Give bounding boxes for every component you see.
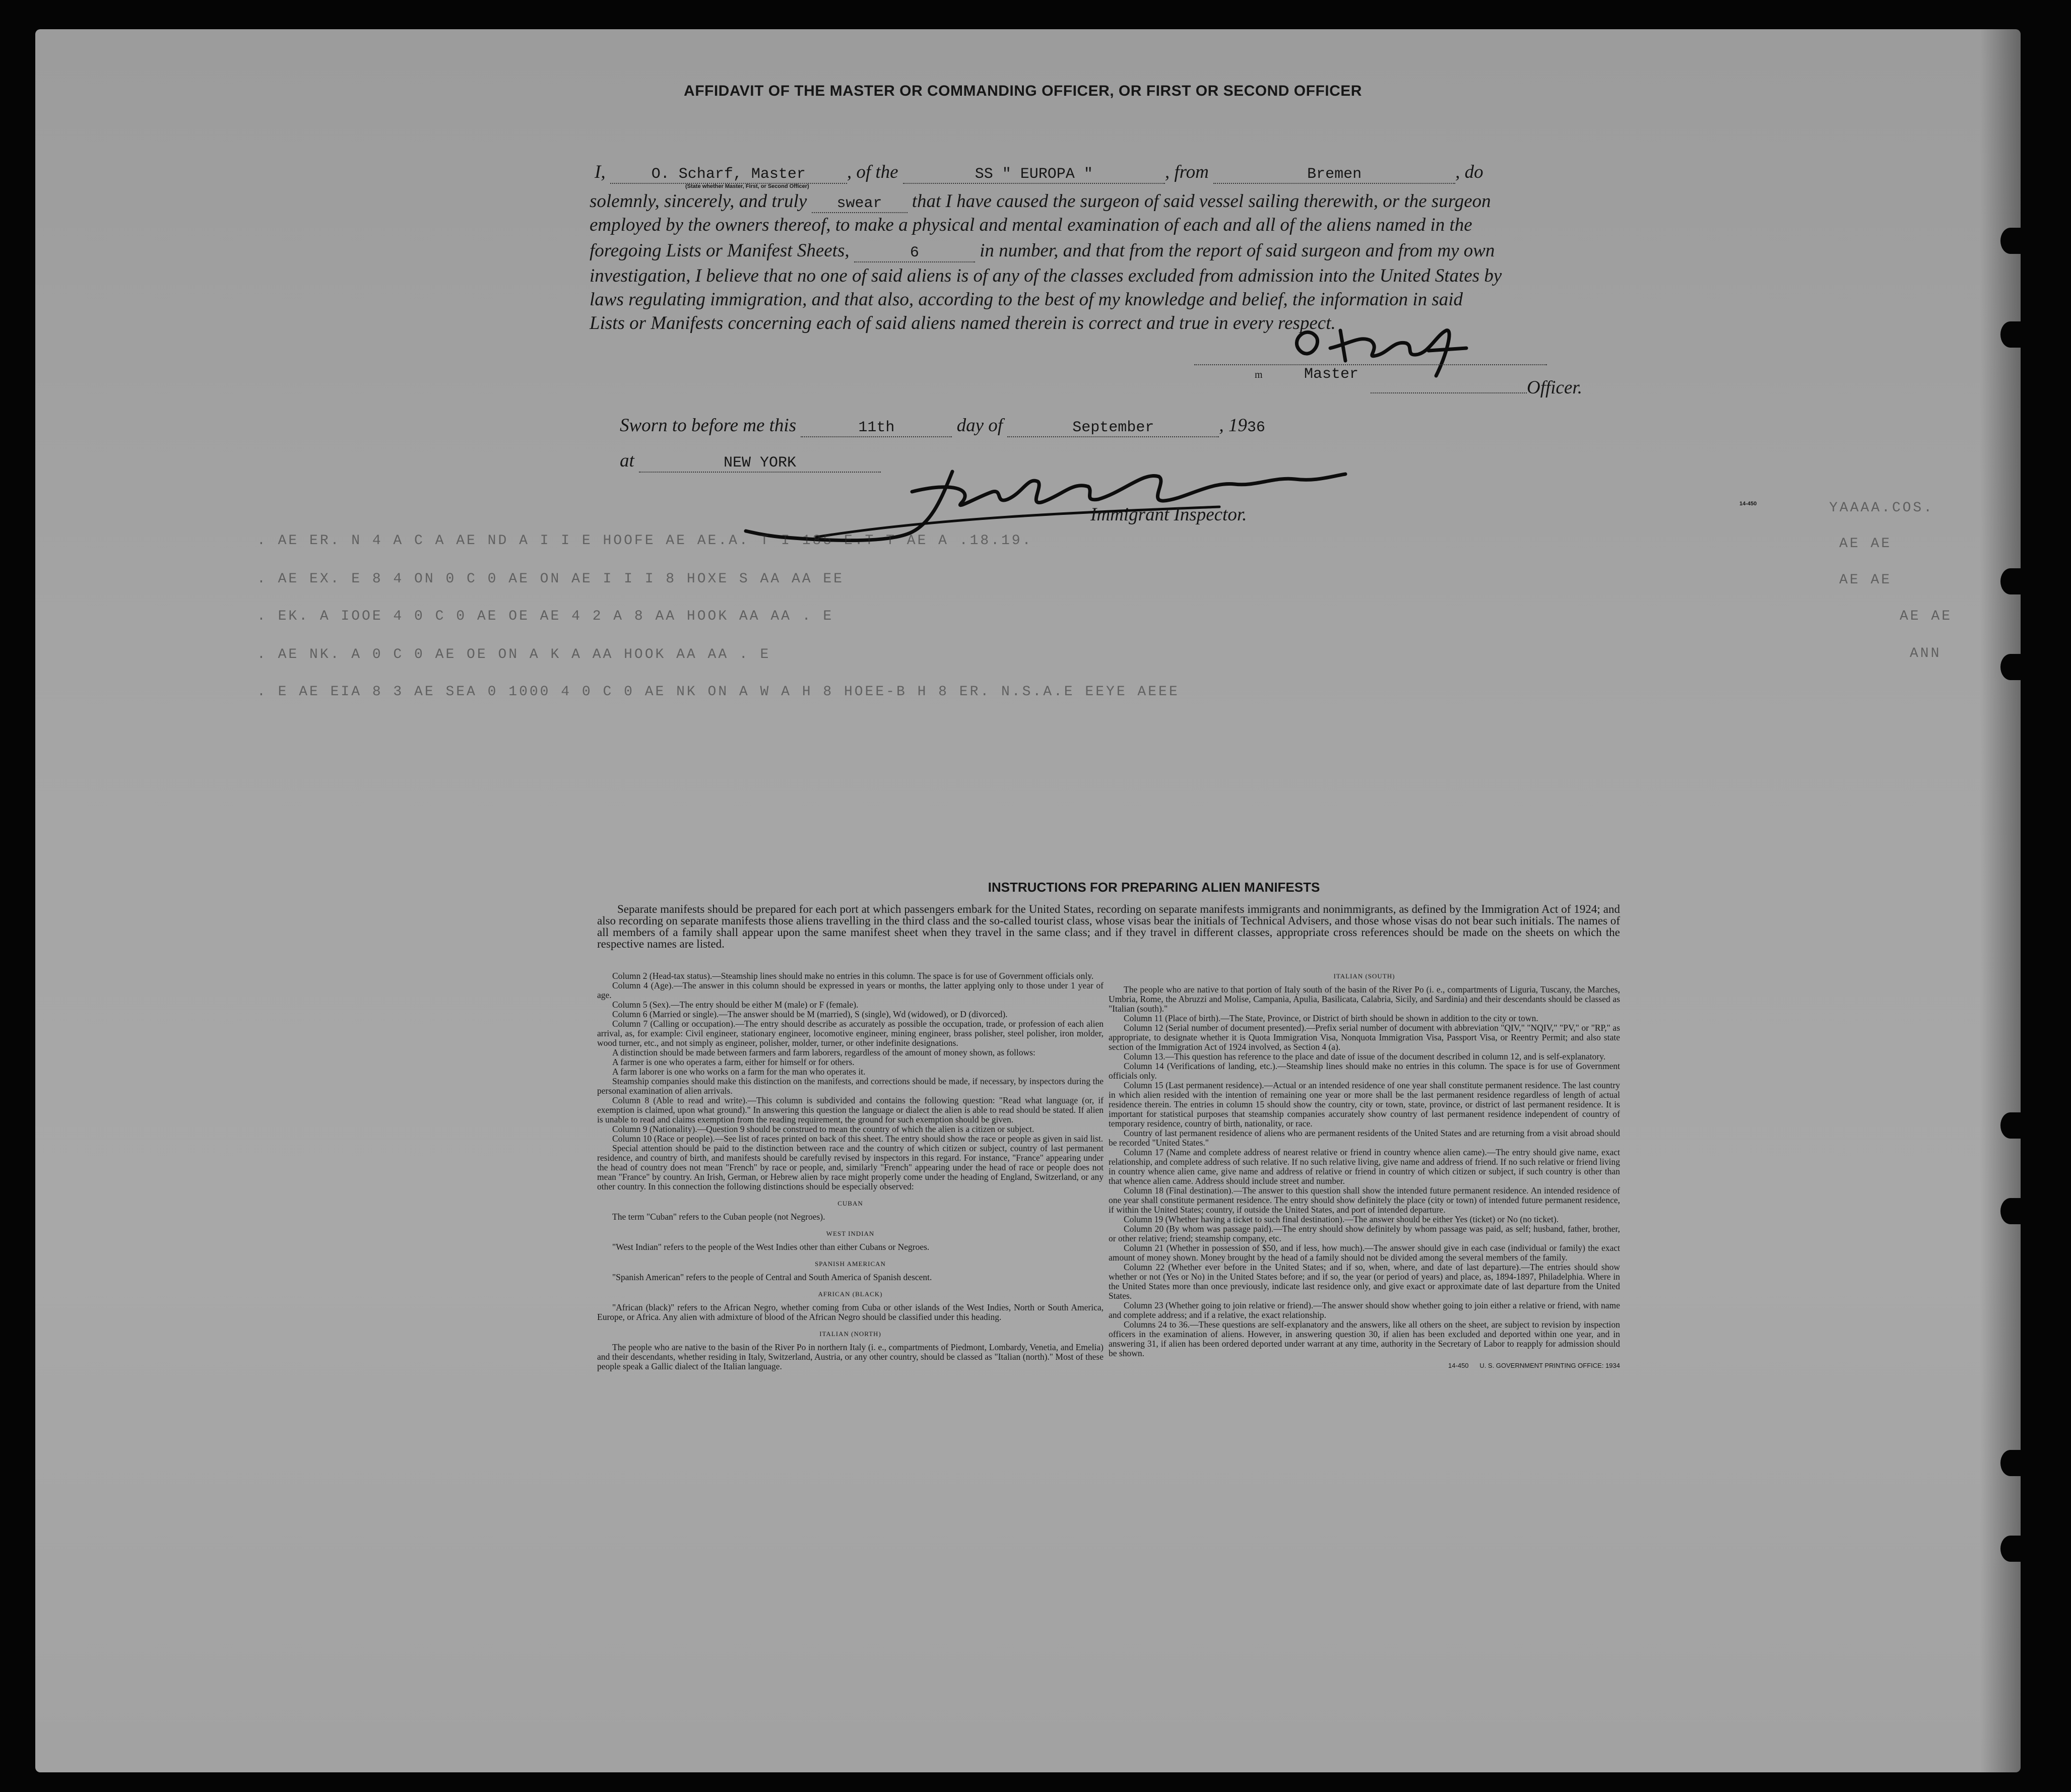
- ghost-row-2: . AE EX. E 8 4 ON 0 C 0 AE ON AE I I I 8 HOXE S AA AA EE: [257, 571, 844, 587]
- instructions-left-column: [597, 971, 1104, 1371]
- spanish-american-heading: SPANISH AMERICAN: [815, 1260, 886, 1268]
- ghost-right-5: ANN: [1910, 646, 1941, 661]
- italian-north-heading: ITALIAN (NORTH): [819, 1330, 881, 1338]
- instr-right-p12: Column 21 (Whether in possession of $50, and if less, how much).—The answer should give in each case (individual or family) the exact amount of money shown. Money brought by the head of a family should not be divided among the several members of the family.: [1109, 1243, 1620, 1263]
- footer-printer: U. S. GOVERNMENT PRINTING OFFICE: 1934: [1479, 1362, 1620, 1369]
- ghost-row-4: . AE NK. A 0 C 0 AE OE ON A K A AA HOOK AA AA . E: [257, 647, 771, 662]
- vessel-field: SS " EUROPA ": [903, 166, 1165, 184]
- affidavit-title: AFFIDAVIT OF THE MASTER OR COMMANDING OFFICER, OR FIRST OR SECOND OFFICER: [684, 83, 1362, 99]
- instructions-right-column: [1109, 971, 1620, 1370]
- affidavit-line-2: [590, 190, 1491, 213]
- ghost-row-3: . EK. A IOOE 4 0 C 0 AE OE AE 4 2 A 8 AA HOOK AA AA . E: [257, 609, 834, 624]
- solemnly-text: solemnly, sincerely, and truly: [590, 191, 807, 212]
- instr-right-p9: Column 18 (Final destination).—The answer to this question shall show the intended future permanent residence. An intended residence of one year shall constitute permanent residence. The entry should show definitely the place (city or town) of intended future permanent residence, if within the United States; country, if outside the United States, and port of intended departure.: [1109, 1185, 1620, 1215]
- instr-left-p5: Column 7 (Calling or occupation).—The entry should describe as accurately as possible the occupation, trade, or profession of each alien arrival, as, for example: Civil engineer, stationary engineer, locomotive engineer, mining engineer, brass polisher, steel polisher, iron molder, wood turner, etc., and not simply as engineer, polisher, molder, turner, or other indefinite designations.: [597, 1019, 1104, 1048]
- officer-line: [1371, 377, 1582, 399]
- instr-right-p6: Column 15 (Last permanent residence).—Actual or an intended residence of one year shall constitute permanent residence. The last country in which alien resided with the intention of remaining one year or more shall be the last permanent residence regardless of length of actual residence therein. The entries in column 15 should show the country, city or town, state, province, or district of last permanent residence. It is important for statistical purposes that steamship companies accurately show country of last permanent residence independent of country of temporary residence, country of birth, nationality, or race.: [1109, 1080, 1620, 1129]
- west-indian-heading: WEST INDIAN: [826, 1230, 875, 1237]
- sworn-month-field: September: [1007, 419, 1219, 437]
- affidavit-line-1: [595, 161, 1483, 184]
- affidavit-line-4: [590, 240, 1495, 262]
- from-label: , from: [1164, 162, 1209, 182]
- instr-right-p2: Column 11 (Place of birth).—The State, Province, or District of birth should be shown in addition to the city or town.: [1124, 1013, 1538, 1023]
- sworn-year-field: 36: [1247, 419, 1265, 436]
- footer-form-number: 14-450: [1448, 1362, 1469, 1369]
- manifest-sheet: [35, 29, 2021, 1772]
- instr-left-p7: A farmer is one who operates a farm, either for himself or for others.: [612, 1057, 855, 1067]
- m-mark: m: [1255, 369, 1263, 380]
- binder-hole: [2000, 1112, 2021, 1139]
- sworn-label: Sworn to before me this: [620, 415, 797, 436]
- african-text: "African (black)" refers to the African Negro, whether coming from Cuba or other islands of the West Indies, North or South America, Europe, or Africa. Any alien with admixture of blood of the African Negro should be classified under this heading.: [597, 1302, 1104, 1322]
- do-label: , do: [1455, 162, 1483, 182]
- day-of-label: day of: [956, 415, 1003, 436]
- binder-hole: [2000, 654, 2021, 680]
- page-edge-shadow: [1980, 29, 2021, 1772]
- place-field: NEW YORK: [639, 454, 881, 473]
- instr-left-p13: Special attention should be paid to the distinction between race and the country of which citizen or subject, country of last permanent residence, and country of birth, and manifests should be carefully revised by inspectors in this regard. For instance, "France" appearing under the head of country does not mean "French" by race or people, and, similarly "French" appearing under the head of race or people does not mean "France" by country. An Irish, German, or Hebrew alien by race might properly come under the heading of England, Switzerland, or any other country. In this connection the following distinctions should be especially observed:: [597, 1143, 1104, 1191]
- instructions-title: INSTRUCTIONS FOR PREPARING ALIEN MANIFESTS: [988, 880, 1320, 895]
- instr-right-p4: Column 13.—This question has reference to the place and date of issue of the document described in column 12, and is self-explanatory.: [1124, 1051, 1606, 1061]
- officer-rank: Master: [1304, 366, 1359, 383]
- instr-right-p7: Country of last permanent residence of aliens who are permanent residents of the United States and are returning from a visit abroad should be recorded "United States.": [1109, 1128, 1620, 1148]
- instr-right-p5: Column 14 (Verifications of landing, etc.).—Steamship lines should make no entries in this column. The space is for use of Government officials only.: [1109, 1061, 1620, 1081]
- binder-hole: [2000, 1450, 2021, 1476]
- ghost-row-1: . AE ER. N 4 A C A AE ND A I I E HOOFE AE AE.A. T I 185 E.T T AE A .18.19.: [257, 533, 1033, 549]
- affidavit-text-3a: foregoing Lists or Manifest Sheets,: [590, 240, 850, 261]
- ghost-row-5: . E AE EIA 8 3 AE SEA 0 1000 4 0 C 0 AE NK ON A W A H 8 HOEE-B H 8 ER. N.S.A.E EEYE AEEE: [257, 684, 1180, 700]
- sworn-day-field: 11th: [801, 419, 952, 437]
- instr-right-p13: Column 22 (Whether ever before in the United States; and if so, when, where, and date of last departure).—The entries should show whether or not (Yes or No) in the United States before; and if so, the year (or period of years) and place, as, 1894-1897, Philadelphia. Where in the United States more than once previously, indicate last residence only, and give exact or approximate date of last departure from the United States.: [1109, 1262, 1620, 1301]
- affidavit-text-3b: in number, and that from the report of said surgeon and from my own: [980, 240, 1495, 261]
- instr-left-p11: Column 9 (Nationality).—Question 9 should be construed to mean the country of which the alien is a citizen or subject.: [612, 1124, 1034, 1134]
- inspector-label: Immigrant Inspector.: [1090, 504, 1247, 525]
- binder-hole: [2000, 1536, 2021, 1562]
- affidavit-line-5: investigation, I believe that no one of said aliens is of any of the classes excluded from admission into the United States by: [590, 266, 1502, 286]
- cuban-heading: CUBAN: [837, 1200, 863, 1207]
- instr-left-p9: Steamship companies should make this distinction on the manifests, and corrections should be made, if necessary, by inspectors during the personal examination of alien arrivals.: [597, 1076, 1104, 1096]
- printer-footer: [1109, 1360, 1620, 1370]
- instr-left-p12: Column 10 (Race or people).—See list of races printed on back of this sheet. The entry should show the race or people as given in said list.: [612, 1134, 1104, 1144]
- binder-hole: [2000, 568, 2021, 594]
- instr-left-p4: Column 6 (Married or single).—The answer should be M (married), S (single), Wd (widowed), or D (divorced).: [612, 1009, 1008, 1019]
- instr-right-p3: Column 12 (Serial number of document presented).—Prefix serial number of document with abbreviation "QIV," "NQIV," "PV," or "RP," as appropriate, to designate whether it is Quota Immigration Visa, Nonquota Immigration Visa, Passport Visa, or Reentry Permit; and also state section of the Immigration Act of 1924 involved, as Section 4 (a).: [1109, 1023, 1620, 1052]
- italian-north-text: The people who are native to the basin of the River Po in northern Italy (i. e., compartments of Piedmont, Lombardy, Venetia, and Emelia) and their descendants, whether residing in Italy, Switzerland, Austria, or any other country, should be classed as "Italian (north)." Most of these people speak a Gallic dialect of the Italian language.: [597, 1342, 1104, 1371]
- binder-hole: [2000, 228, 2021, 254]
- binder-hole: [2000, 1198, 2021, 1224]
- ghost-right-2: AE AE: [1839, 536, 1892, 552]
- instr-left-p8: A farm laborer is one who works on a farm for the man who operates it.: [612, 1067, 866, 1077]
- instr-left-p10: Column 8 (Able to read and write).—This column is subdivided and contains the following question: "Read what language (or, if exemption is claimed, upon what ground)." In answering this question the language or dialect the alien is able to read should be stated. If alien is unable to read and claims exemption from the reading requirement, the ground for such exemption should be given.: [597, 1095, 1104, 1124]
- instructions-intro: Separate manifests should be prepared for each port at which passengers embark for the United States, recording on separate manifests immigrants and nonimmigrants, as defined by the Immigration Act of 1924; and also recording on separate manifests those aliens travelling in the third class and the so-called tourist class, whose visas bear the initials of Technical Advisers, and those whose visas do not bear such initials. The names of all members of a family shall appear upon the same manifest sheet when they travel in the same class; and if they travel in different classes, appropriate cross references should be made on the sheets on which the respective names are listed.: [597, 903, 1620, 950]
- instr-right-p15: Columns 24 to 36.—These questions are self-explanatory and the answers, like all others on the sheet, are subject to revision by inspection officers in the examination of aliens. However, in answering question 30, if alien has been excluded and deported within one year, and in answering 31, if alien has been ordered deported under warrant at any time, authority in the Secretary of Labor to reapply for admission should be shown.: [1109, 1319, 1620, 1358]
- italian-south-heading: ITALIAN (SOUTH): [1333, 972, 1395, 980]
- affidavit-text-1: that I have caused the surgeon of said vessel sailing therewith, or the surgeon: [912, 191, 1491, 212]
- west-indian-text: "West Indian" refers to the people of the West Indies other than either Cubans or Negroes.: [612, 1242, 930, 1252]
- instr-left-p3: Column 5 (Sex).—The entry should be either M (male) or F (female).: [612, 1000, 859, 1010]
- instr-right-p8: Column 17 (Name and complete address of nearest relative or friend in country whence alien came).—The entry should give name, exact relationship, and complete address of such relative. If no such relative living, give name and address of friend. If no such relative or friend living in country whence alien came, give name and address of relative or friend in country of which citizen or subject, if such country is other than that whence alien came. Address should include street and number.: [1109, 1147, 1620, 1186]
- at-label: at: [620, 450, 634, 471]
- form-number: 14-450: [1739, 501, 1757, 507]
- ghost-right-4: AE AE: [1900, 609, 1953, 624]
- ghost-right-3: AE AE: [1839, 572, 1892, 588]
- year-prefix: , 19: [1219, 415, 1247, 436]
- african-heading: AFRICAN (BLACK): [818, 1290, 883, 1298]
- oath-field: swear: [812, 195, 908, 213]
- affidavit-line-6: laws regulating immigration, and that also, according to the best of my knowledge and belief, the information in said: [590, 289, 1463, 310]
- of-the-label: , of the: [847, 162, 898, 182]
- binder-hole: [2000, 321, 2021, 348]
- instr-left-p1: Column 2 (Head-tax status).—Steamship lines should make no entries in this column. The space is for use of Government officials only.: [612, 971, 1094, 981]
- cuban-text: The term "Cuban" refers to the Cuban people (not Negroes).: [612, 1212, 825, 1222]
- spanish-american-text: "Spanish American" refers to the people of Central and South America of Spanish descent.: [612, 1272, 932, 1282]
- instr-right-p11: Column 20 (By whom was passage paid).—The entry should show definitely by whom passage was paid, as self; husband, father, brother, or other relative; friend; steamship company, etc.: [1109, 1224, 1620, 1243]
- port-field: Bremen: [1213, 166, 1455, 184]
- affidavit-line-7: Lists or Manifests concerning each of said aliens named therein is correct and true in every respect.: [590, 313, 1336, 334]
- instr-left-p2: Column 4 (Age).—The answer in this column should be expressed in years or months, the latter applying only to those under 1 year of age.: [597, 980, 1104, 1000]
- master-signature-line: [1194, 364, 1547, 365]
- master-name-field: O. Scharf, Master: [610, 166, 847, 184]
- affidavit-line-3: employed by the owners thereof, to make a physical and mental examination of each and all of the aliens named in the: [590, 215, 1472, 235]
- state-whether-note: (State whether Master, First, or Second Officer): [685, 183, 809, 189]
- officer-label: Officer.: [1527, 377, 1582, 398]
- sworn-line: [620, 415, 1265, 437]
- i-label: I,: [595, 162, 606, 182]
- instr-right-p1: The people who are native to that portion of Italy south of the basin of the River Po (i. e., compartments of Liguria, Tuscany, the Marches, Umbria, Rome, the Abruzzi and Molise, Campania, Apulia, Basilicata, Calabria, Sicily, and Sardinia) and their descendants should be classed as "Italian (south).": [1109, 984, 1620, 1014]
- sheets-count-field: 6: [854, 244, 975, 262]
- instr-left-p6: A distinction should be made between farmers and farm laborers, regardless of the amount of money shown, as follows:: [612, 1047, 1036, 1057]
- instr-right-p10: Column 19 (Whether having a ticket to such final destination).—The answer should be either Yes (ticket) or No (no ticket).: [1124, 1214, 1559, 1224]
- ghost-right-1: YAAAA.COS.: [1829, 500, 1934, 516]
- instr-right-p14: Column 23 (Whether going to join relative or friend).—The answer should show whether going to join either a relative or friend, with name and complete address; and if a relative, the exact relationship.: [1109, 1300, 1620, 1320]
